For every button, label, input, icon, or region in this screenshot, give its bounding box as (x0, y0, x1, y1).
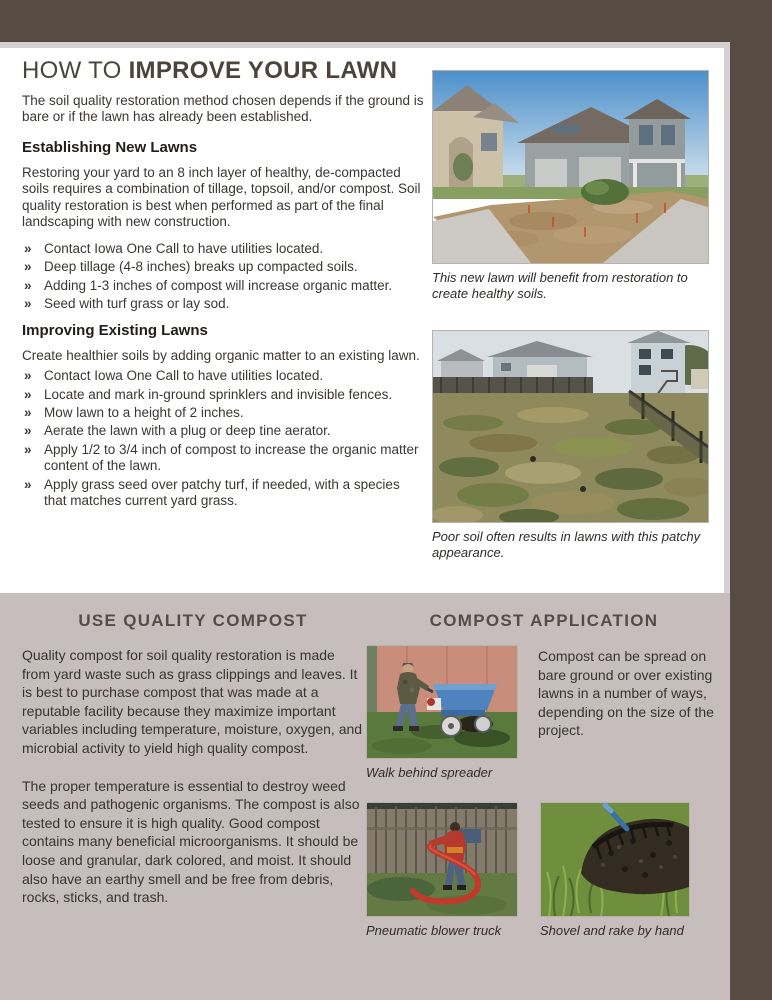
rake-figure (540, 802, 690, 939)
spreader-photo (366, 645, 518, 759)
improving-paragraph: Create healthier soils by adding organic matter to an existing lawn. (22, 347, 420, 363)
page-title-light: HOW TO (22, 57, 129, 84)
new-lawn-photo-illustration (433, 71, 708, 263)
bullet-text: Deep tillage (4-8 inches) breaks up compacted soils. (44, 259, 358, 275)
spreader-caption: Walk behind spreader (366, 765, 493, 780)
establishing-paragraph: Restoring your yard to an 8 inch layer of healthy, de-compacted soils requires a combination of tillage, topsoil, and/or compost. Soil quality restoration is best when performed as part of the final landscaping with new construction. (22, 164, 421, 230)
bullet-text: Apply 1/2 to 3/4 inch of compost to increase the organic matter content of the lawn. (44, 441, 419, 474)
list-item (22, 241, 424, 257)
rake-caption: Shovel and rake by hand (540, 923, 684, 938)
list-item (22, 423, 424, 439)
list-item (22, 259, 424, 275)
bullet-text: Aerate the lawn with a plug or deep tine aerator. (44, 423, 331, 439)
compost-panel (0, 593, 730, 1000)
improving-bullet-list (22, 368, 424, 510)
patchy-lawn-caption: Poor soil often results in lawns with this patchy appearance. (432, 529, 701, 561)
new-lawn-caption: This new lawn will benefit from restoration to create healthy soils. (432, 270, 688, 302)
bullet-marker: » (24, 277, 32, 293)
list-item (22, 477, 424, 510)
bullet-marker: » (24, 368, 32, 384)
new-lawn-figure (432, 70, 709, 303)
list-item (22, 278, 424, 294)
quality-compost-paragraph-1: Quality compost for soil quality restoration is made from yard waste such as grass clippings and leaves. It is best to purchase compost that was made at a reputable facility because they maximize important variables including temperature, moisture, oxygen, and microbial activity to yield high quality compost. (22, 647, 363, 757)
bullet-text: Contact Iowa One Call to have utilities located. (44, 240, 324, 256)
list-item (22, 442, 424, 475)
list-item (22, 368, 424, 384)
blower-photo (366, 802, 518, 917)
bullet-marker: » (24, 404, 32, 420)
heading-use-quality-compost: USE QUALITY COMPOST (78, 611, 308, 630)
establishing-bullet-list (22, 241, 424, 313)
bullet-text: Apply grass seed over patchy turf, if needed, with a species that matches current yard grass. (44, 476, 400, 509)
rake-photo-illustration (541, 803, 689, 916)
bullet-text: Locate and mark in-ground sprinklers and invisible fences. (44, 386, 393, 402)
patchy-lawn-photo-illustration (433, 331, 708, 522)
spreader-photo-illustration (367, 646, 517, 758)
page-title (22, 58, 424, 85)
heading-establishing-new-lawns: Establishing New Lawns (22, 138, 198, 156)
blower-photo-illustration (367, 803, 517, 916)
bullet-text: Adding 1-3 inches of compost will increase organic matter. (44, 277, 393, 293)
patchy-lawn-photo (432, 330, 709, 523)
compost-application-paragraph: Compost can be spread on bare ground or over existing lawns in a number of ways, depending on the size of the project. (538, 648, 714, 739)
bullet-marker: » (24, 441, 32, 457)
bullet-marker: » (24, 423, 32, 439)
bullet-marker: » (24, 296, 32, 312)
patchy-lawn-figure (432, 330, 709, 562)
content-sheet (0, 42, 730, 1000)
heading-compost-application: COMPOST APPLICATION (429, 611, 659, 630)
use-quality-compost-column (22, 611, 364, 926)
blower-caption: Pneumatic blower truck (366, 923, 502, 938)
list-item (22, 387, 424, 403)
bullet-marker: » (24, 476, 32, 492)
bullet-marker: » (24, 386, 32, 402)
bullet-text: Mow lawn to a height of 2 inches. (44, 404, 244, 420)
spreader-figure (366, 645, 518, 781)
quality-compost-paragraph-2: The proper temperature is essential to destroy weed seeds and pathogenic organisms. The compost is also tested to ensure it is high quality. Good compost contains many beneficial microorganisms. It should be loose and granular, dark colored, and moist. It should also have an earthy smell and be free from debris, rocks, sticks, and trash. (22, 777, 360, 906)
bullet-text: Seed with turf grass or lay sod. (44, 296, 230, 312)
list-item (22, 405, 424, 421)
bullet-text: Contact Iowa One Call to have utilities located. (44, 368, 324, 384)
blower-figure (366, 802, 518, 939)
list-item (22, 296, 424, 312)
page-title-bold: IMPROVE YOUR LAWN (128, 57, 398, 84)
new-lawn-photo (432, 70, 709, 264)
bullet-marker: » (24, 240, 32, 256)
lawn-guide-panel (0, 48, 724, 593)
heading-improving-existing-lawns: Improving Existing Lawns (22, 321, 208, 339)
rake-photo (540, 802, 690, 917)
bullet-marker: » (24, 259, 32, 275)
intro-paragraph: The soil quality restoration method chosen depends if the ground is bare or if the lawn has already been established. (22, 92, 424, 125)
lawn-guide-text-column (22, 58, 424, 512)
